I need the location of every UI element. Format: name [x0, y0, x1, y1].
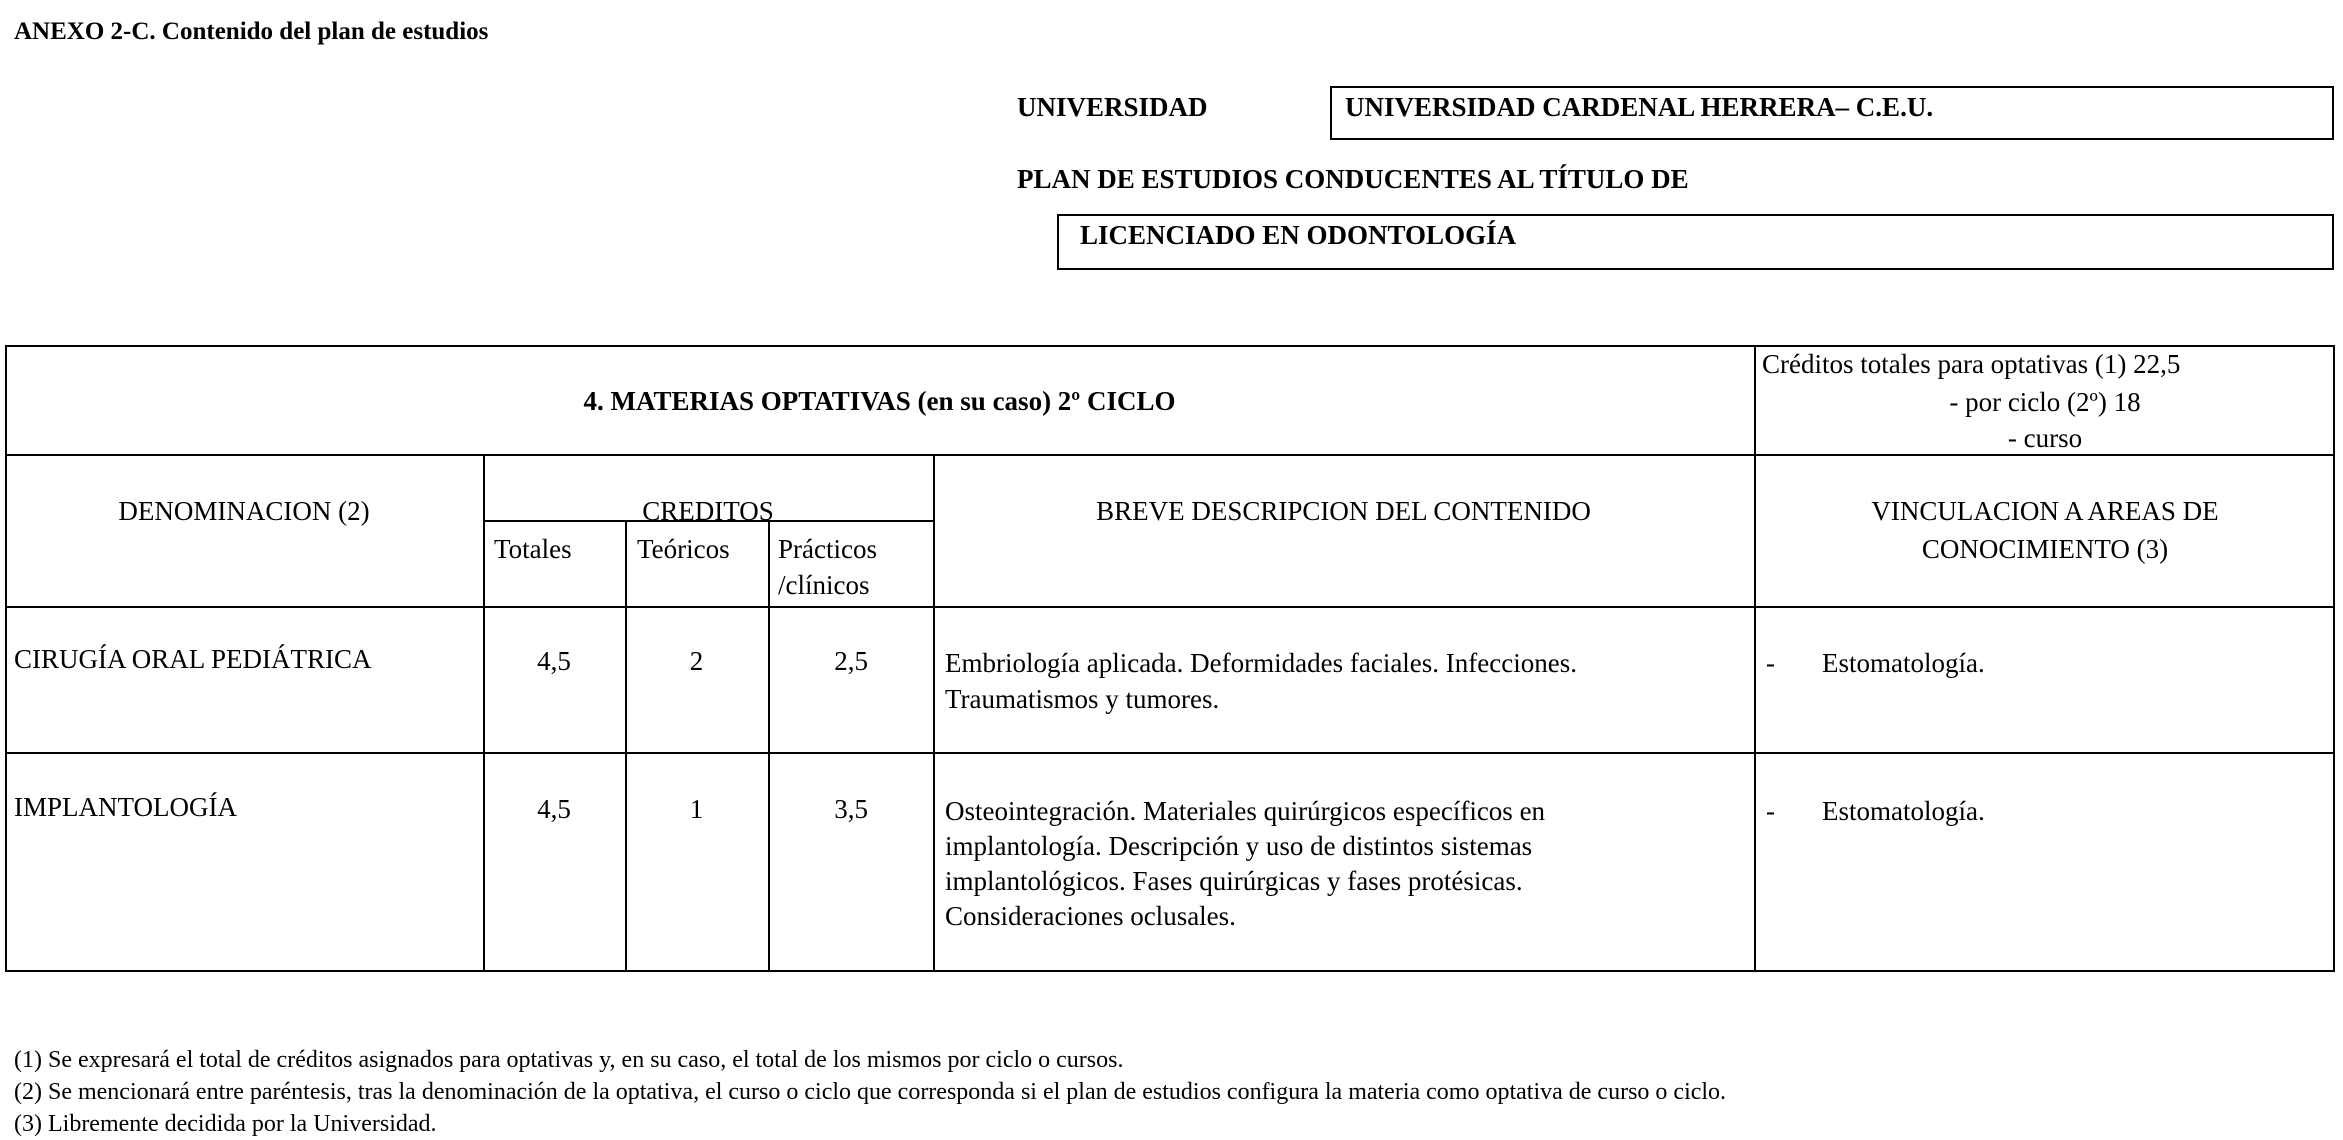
header-creditos: CREDITOS	[642, 496, 774, 526]
credits-course-line: - curso	[2007, 423, 2083, 453]
footnote: (1) Se expresará el total de créditos asignados para optativas y, en su caso, el total de los mismos por ciclo o cursos.	[14, 1047, 1124, 1073]
row-name: CIRUGÍA ORAL PEDIÁTRICA	[14, 644, 372, 674]
row-desc-line: Embriología aplicada. Deformidades faciales. Infecciones.	[945, 648, 1577, 678]
row-practicos: 2,5	[834, 646, 868, 676]
row-desc-line: Osteointegración. Materiales quirúrgicos específicos en	[945, 796, 1546, 826]
row-desc-line: implantológicos. Fases quirúrgicas y fases protésicas.	[945, 866, 1523, 896]
table-border-bottom	[5, 970, 2335, 972]
credits-cycle-line: - por ciclo (2º) 18	[1949, 387, 2141, 417]
row-area-dash: -	[1766, 796, 1775, 826]
degree-name: LICENCIADO EN ODONTOLOGÍA	[1080, 220, 1517, 250]
annex-title: ANEXO 2-C. Contenido del plan de estudios	[14, 18, 489, 45]
row-totales: 4,5	[537, 794, 571, 824]
header-clinicos: /clínicos	[778, 570, 870, 600]
header-denominacion: DENOMINACION (2)	[118, 496, 370, 526]
university-label: UNIVERSIDAD	[1017, 92, 1208, 122]
header-vinculacion: VINCULACION A AREAS DE	[1871, 496, 2219, 526]
footnote: (3) Libremente decidida por la Universidad.	[14, 1111, 437, 1137]
row-area-dash: -	[1766, 648, 1775, 678]
header-practicos: Prácticos	[778, 534, 877, 564]
row-area: Estomatología.	[1822, 796, 1985, 826]
row-desc-line: Traumatismos y tumores.	[945, 684, 1220, 714]
table-border-left	[5, 345, 7, 972]
footnote: (2) Se mencionará entre paréntesis, tras la denominación de la optativa, el curso o ciclo que corresponda si el plan de estudios configura la materia como optativa de curso o ciclo.	[14, 1079, 1727, 1105]
row-name: IMPLANTOLOGÍA	[14, 792, 237, 822]
table-rule	[5, 606, 2335, 608]
table-rule	[5, 752, 2335, 754]
row-teoricos: 1	[689, 794, 704, 824]
row-totales: 4,5	[537, 646, 571, 676]
university-name: UNIVERSIDAD CARDENAL HERRERA– C.E.U.	[1345, 92, 1934, 122]
section-title: 4. MATERIAS OPTATIVAS (en su caso) 2º CICLO	[583, 386, 1176, 416]
table-rule	[483, 454, 485, 972]
row-practicos: 3,5	[834, 794, 868, 824]
row-desc-line: implantología. Descripción y uso de distintos sistemas	[945, 831, 1533, 861]
row-desc-line: Consideraciones oclusales.	[945, 901, 1236, 931]
credits-total-line: Créditos totales para optativas (1) 22,5	[1762, 349, 2181, 379]
header-totales: Totales	[494, 534, 572, 564]
header-teoricos: Teóricos	[637, 534, 730, 564]
row-area: Estomatología.	[1822, 648, 1985, 678]
plan-heading: PLAN DE ESTUDIOS CONDUCENTES AL TÍTULO DE	[1017, 164, 1689, 194]
footnotes	[14, 1044, 1726, 1140]
row-teoricos: 2	[689, 646, 704, 676]
header-conocimiento: CONOCIMIENTO (3)	[1921, 534, 2169, 564]
table-rule	[933, 454, 935, 972]
table-rule	[625, 520, 627, 972]
table-rule	[768, 520, 770, 972]
header-descripcion: BREVE DESCRIPCION DEL CONTENIDO	[1096, 496, 1591, 526]
